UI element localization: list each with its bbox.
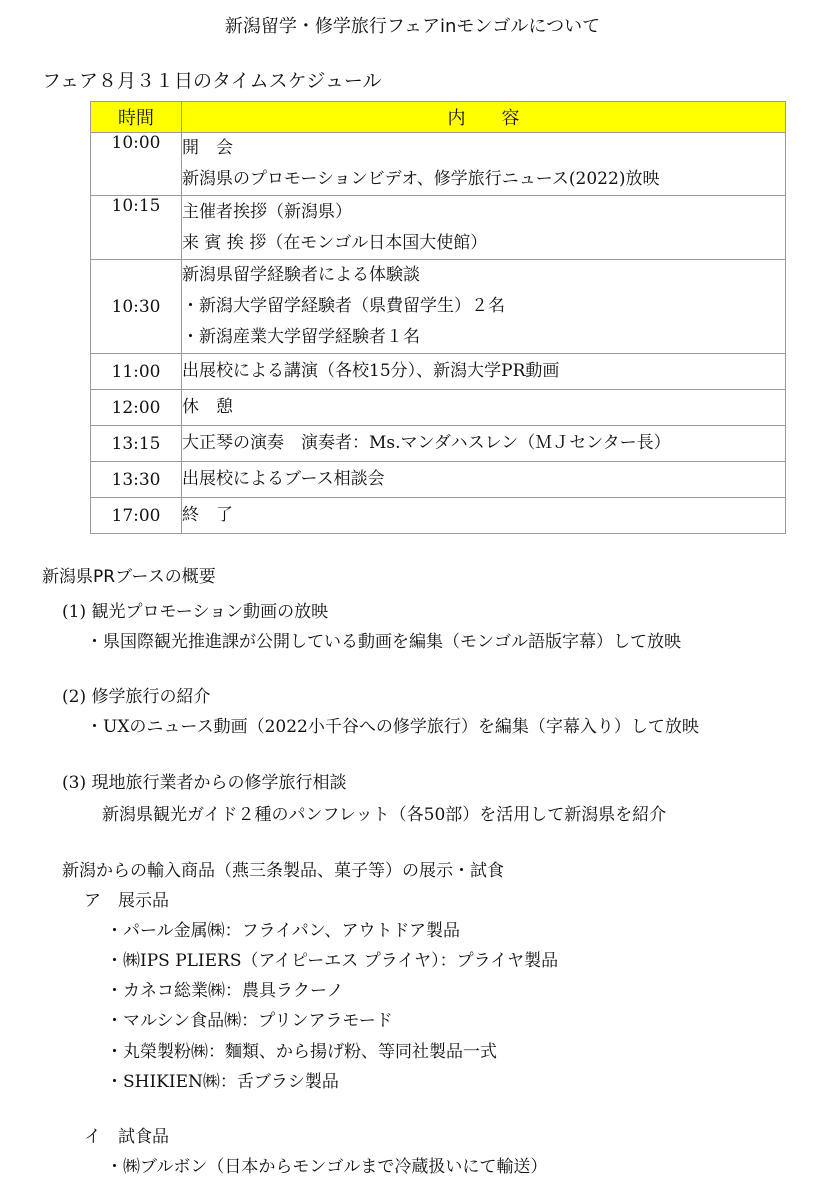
row-time: 10:15 <box>91 196 182 260</box>
table-row <box>91 390 786 426</box>
tasting-item: ・㈱ブルボン（日本からモンゴルまで冷蔵扱いにて輸送） <box>106 1157 548 1177</box>
imports-heading: 新潟からの輸入商品（燕三条製品、菓子等）の展示・試食 <box>62 861 504 881</box>
row-content <box>182 196 786 260</box>
row-content-line: 出展校による講演（各校15分）、新潟大学PR動画 <box>182 361 560 381</box>
row-content-line: ・新潟大学留学経験者（県費留学生）２名 <box>182 296 505 316</box>
display-item: ・SHIKIEN㈱：舌ブラシ製品 <box>106 1072 339 1092</box>
row-content-line: 新潟県のプロモーションビデオ、修学旅行ニュース(2022)放映 <box>182 169 660 189</box>
booth-item-3-detail: 新潟県観光ガイド２種のパンフレット（各50部）を活用して新潟県を紹介 <box>102 805 667 825</box>
table-row <box>91 260 786 354</box>
table-row <box>91 462 786 498</box>
display-item: ・マルシン食品㈱：プリンアラモード <box>106 1011 393 1031</box>
booth-item-1-detail: ・県国際観光推進課が公開している動画を編集（モンゴル語版字幕）して放映 <box>86 632 681 652</box>
table-row <box>91 354 786 390</box>
row-time: 10:30 <box>91 260 182 354</box>
row-content <box>182 426 786 462</box>
row-time: 12:00 <box>91 390 182 426</box>
row-content-line: 新潟県留学経験者による体験談 <box>182 265 420 285</box>
row-content <box>182 498 786 534</box>
row-time: 10:00 <box>91 133 182 196</box>
display-item: ・㈱IPS PLIERS（アイピーエス プライヤ）：プライヤ製品 <box>106 951 559 971</box>
schedule-header-row <box>91 102 786 133</box>
row-content-line: 終 了 <box>182 505 233 525</box>
display-item: ・カネコ総業㈱：農具ラクーノ <box>106 981 344 1001</box>
booth-item-2-detail: ・UXのニュース動画（2022小千谷への修学旅行）を編集（字幕入り）して放映 <box>86 717 699 737</box>
row-content-line: 来 賓 挨 拶（在モンゴル日本国大使館） <box>182 232 488 253</box>
display-items-label: ア 展示品 <box>84 891 169 911</box>
row-content <box>182 390 786 426</box>
row-content-line: ・新潟産業大学留学経験者１名 <box>182 327 420 347</box>
row-time: 13:30 <box>91 462 182 498</box>
row-time: 17:00 <box>91 498 182 534</box>
schedule-subtitle: フェア８月３１日のタイムスケジュール <box>42 70 382 92</box>
display-item: ・丸榮製粉㈱：麵類、から揚げ粉、等同社製品一式 <box>106 1042 497 1062</box>
booth-item-3-title: (3) 現地旅行業者からの修学旅行相談 <box>62 773 347 793</box>
row-content-line: 主催者挨拶（新潟県） <box>182 201 352 222</box>
row-content <box>182 133 786 196</box>
table-row <box>91 196 786 260</box>
row-time: 13:15 <box>91 426 182 462</box>
display-item: ・パール金属㈱：フライパン、アウトドア製品 <box>106 921 460 941</box>
header-time: 時間 <box>91 102 182 133</box>
row-content <box>182 354 786 390</box>
row-time: 11:00 <box>91 354 182 390</box>
header-content: 内 容 <box>182 102 786 133</box>
row-content <box>182 462 786 498</box>
table-row <box>91 133 786 196</box>
row-content <box>182 260 786 354</box>
schedule-table <box>90 101 786 534</box>
table-row <box>91 426 786 462</box>
booth-heading: 新潟県PRブースの概要 <box>42 567 216 587</box>
row-content-line: 出展校によるブース相談会 <box>182 469 385 489</box>
booth-item-2-title: (2) 修学旅行の紹介 <box>62 687 211 707</box>
row-content-line: 休 憩 <box>182 397 233 417</box>
document-title: 新潟留学・修学旅行フェアinモンゴルについて <box>224 16 601 37</box>
booth-item-1-title: (1) 観光プロモーション動画の放映 <box>62 602 329 622</box>
row-content-line: 大正琴の演奏 演奏者：Ms.マンダハスレン（ＭＪセンター長） <box>182 433 671 453</box>
table-row <box>91 498 786 534</box>
tasting-items-label: イ 試食品 <box>84 1127 169 1147</box>
row-content-line: 開 会 <box>182 138 233 158</box>
